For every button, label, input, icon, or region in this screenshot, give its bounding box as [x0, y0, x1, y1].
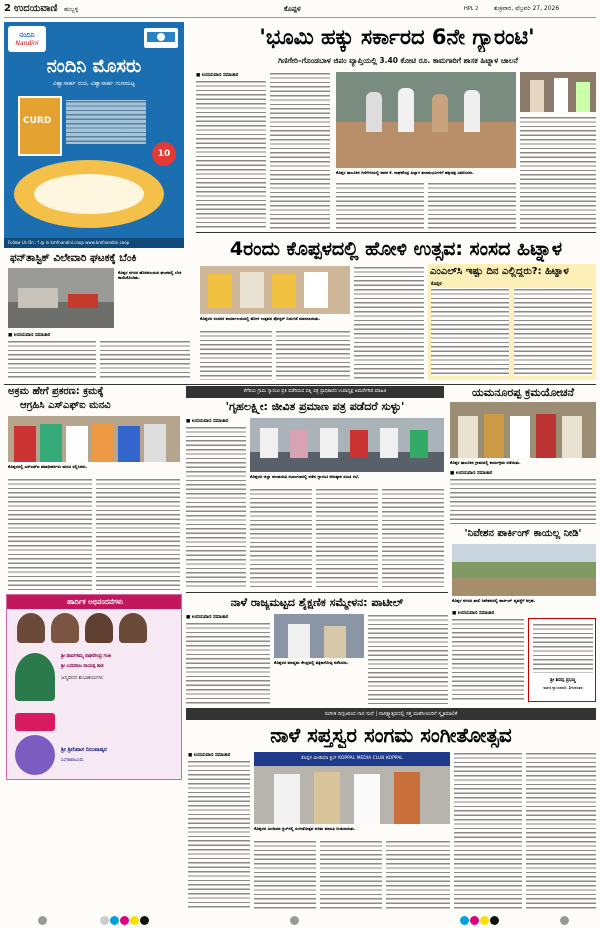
- greetings-ad[interactable]: [6, 594, 182, 780]
- lead-photo: [336, 72, 516, 168]
- shaikshanika-caption: ಕೊಪ್ಪಳದ ಮಾಧ್ಯಮ ಕೇಂದ್ರದಲ್ಲಿ ಪತ್ರಿಕಾಗೋಷ್ಠಿ ನಡೆಸಿದರು.: [274, 660, 349, 665]
- funtastic-photo: [8, 268, 114, 328]
- sangeetotsava-headline: ನಾಳೆ ಸಪ್ತಸ್ವರ ಸಂಗಮ ಸಂಗೀತೋತ್ಸವ: [270, 723, 512, 747]
- lead-col-4: [428, 182, 516, 230]
- funtastic-col-2: [100, 340, 190, 380]
- ad-title: ನಂದಿನಿ ಮೊಸರು: [46, 56, 142, 77]
- lead-byline: ■ ಉದಯವಾಣಿ ಸಮಾಚಾರ: [196, 73, 239, 78]
- yamanoorappa-caption: ಕೊಪ್ಪಳ ತಾಲೂಕಿನ ಗ್ರಾಮದಲ್ಲಿ ಕಾರ್ಯಕ್ರಮ ನಡೆಯಿತು.: [450, 460, 521, 465]
- parking-headline: 'ನಿವೇಶನ ಪಾರ್ಕಿಂಗ್ ಕಾಯಲ್ಲ ನೀಡಿ': [464, 528, 582, 539]
- greetings-footer-2: ಸಿಂಗಾಟಾಲೂರು: [61, 758, 84, 763]
- holi-caption: ಕೊಪ್ಪಳದ ಸಂಸದರ ಕಾರ್ಯಾಲಯದಲ್ಲಿ ಹೋಳಿ ಉತ್ಸವದ ಪೋಸ್ಟರ್ ಬಿಡುಗಡೆ ಮಾಡಲಾಯಿತು.: [200, 316, 321, 321]
- masthead: ಉದಯವಾಣಿ: [14, 3, 58, 14]
- holi-col-2: [276, 330, 350, 380]
- mlc-headline: ಎಂಎಲ್‌ಸಿ ಇಷ್ಟು ದಿನ ಎಲ್ಲಿದ್ದರು?: ಹಿಟ್ನಾಳ: [430, 266, 569, 277]
- sangeetotsava-col-3: [320, 840, 382, 910]
- sangeetotsava-col-1: [188, 760, 250, 910]
- mlc-col-2: [514, 288, 592, 376]
- person-photo-main: [15, 653, 55, 701]
- yamanoorappa-headline: ಯಮನೂರಪ್ಪ ಕ್ರಮಯೋಚನೆ: [472, 386, 574, 399]
- gruhalakshmi-col-2: [250, 488, 312, 588]
- akrama-headline-2: ಆಗ್ರಹಿಸಿ ಎಸ್‌ಎಫ್‌ಐ ಮನವಿ: [20, 400, 111, 411]
- holi-col-1: [200, 330, 272, 380]
- parking-col-1: [452, 618, 524, 700]
- offer-badge: 10: [152, 142, 176, 166]
- shaikshanika-byline: ■ ಉದಯವಾಣಿ ಸಮಾಚಾರ: [186, 615, 229, 620]
- akrama-caption: ಕೊಪ್ಪಳದಲ್ಲಿ ಎಸ್‌ಎಫ್‌ಐ ಪದಾಧಿಕಾರಿಗಳು ಮನವಿ ಸಲ್ಲಿಸಿದರು.: [8, 464, 88, 469]
- lead-col-2: [270, 72, 330, 230]
- divider: [4, 384, 596, 385]
- mlc-box: [428, 264, 596, 380]
- akrama-col-2: [96, 478, 180, 590]
- mlc-byline: ಕೊಪ್ಪಳ: [431, 282, 442, 287]
- lead-caption: ಕೊಪ್ಪಳ ತಾಲೂಕಿನ ಗಿಣಿಗೇರಿಯಲ್ಲಿ ಶಾಸಕ ಕೆ. ರಾಘವೇಂದ್ರ ಹಿಟ್ನಾಳ ಫಲಾನುಭವಿಗಳಿಗೆ ಹಕ್ಕುಪತ್ರ ವಿತರಿಸಿದರು.: [336, 170, 474, 175]
- shaikshanika-col-1: [186, 622, 270, 704]
- greetings-line-2: ಶ್ರೀ ಬಸವರಾಜ ರಾಯಪ್ಪ ಕಾಡ: [61, 664, 104, 669]
- person-photo: [17, 613, 45, 643]
- parking-byline: ■ ಉದಯವಾಣಿ ಸಮಾಚಾರ: [452, 611, 495, 616]
- section-title: ಕೊಪ್ಪಳ: [284, 5, 301, 13]
- sangeetotsava-kicker: ಸಂಗೀತ ದಿಗ್ಗಜರಿಂದ ಗಾನ ಸುಧೆ | ದಾಸಕ್ಷ್ಯಾತ್ಸವದಲ್ಲಿ ಸತ್ತ ಮಹನೀಯರಿಗೆ ಸ್ಮೃತಿಮಾಲಿಕೆ: [186, 708, 596, 720]
- media-club-banner: ಕೊಪ್ಪಳ ಮೀಡಿಯಾ ಕ್ಲಬ್ KOPPAL MEDIA CLUB KOPPAL: [254, 752, 450, 766]
- greetings-title: ಹಾರ್ದಿಕ ಅಭಿನಂದನೆಗಳು: [7, 595, 182, 609]
- gruhalakshmi-byline: ■ ಉದಯವಾಣಿ ಸಮಾಚಾರ: [186, 419, 229, 424]
- cow-logo-icon: [144, 28, 178, 48]
- lead-col-5: [520, 116, 596, 230]
- sangeetotsava-col-4: [386, 840, 450, 910]
- shaikshanika-col-2: [368, 614, 448, 704]
- print-registration-strip: [0, 914, 600, 928]
- divider: [186, 592, 448, 593]
- gruhalakshmi-col-3: [316, 488, 378, 588]
- ad-tagline: ವಿಶ್ವಾಸಾರ್ಹ ರುಚಿ, ವಿಶ್ವಾಸಾರ್ಹ ಗುಣಮಟ್ಟ: [52, 80, 136, 87]
- mlc-col-1: [431, 288, 509, 376]
- lead-headline: 'ಭೂಮಿ ಹಕ್ಕು ಸರ್ಕಾರದ 6ನೇ ಗ್ಯಾರಂಟಿ': [259, 25, 535, 49]
- parking-photo: [452, 544, 596, 596]
- page-header: [4, 2, 596, 18]
- ad-social-footer: Follow Us On : f @ in kmfnandini.coop www.kmfnandini.coop: [4, 238, 184, 248]
- holi-photo: [200, 266, 350, 314]
- shaikshanika-photo: [274, 614, 364, 658]
- funtastic-byline: ■ ಉದಯವಾಣಿ ಸಮಾಚಾರ: [8, 333, 51, 338]
- sangeetotsava-byline: ■ ಉದಯವಾಣಿ ಸಮಾಚಾರ: [188, 753, 231, 758]
- gruhalakshmi-kicker: ಕೆಗೆರಿಯ ಗ್ರಾಮ ಗ್ಯಾರಂಟಿ ಪ್ರತಿ ಪಡೆದಿರುವ ಪತ್ನಿ ಪತ್ರ ಪ್ರಾಧಿಕಾರದ ಉಪಾಧ್ಯಕ್ಷ ಅಮರೇಗೌಡ ಮಾಹಿತಿ: [186, 386, 444, 398]
- funtastic-col-1: [8, 340, 96, 380]
- lead-col-1: [196, 80, 266, 230]
- sangeetotsava-caption: ಕೊಪ್ಪಳದ ಮೀಡಿಯಾ ಕ್ಲಬ್‌ನಲ್ಲಿ ಸಂಗೀತೋತ್ಸವ ಕುರಿತು ಮಾಹಿತಿ ನೀಡಲಾಯಿತು.: [254, 826, 356, 831]
- holi-col-3: [354, 266, 424, 380]
- gruhalakshmi-headline: 'ಗೃಹಲಕ್ಷ್ಮೀ: ಜೀವಿತ ಪ್ರಮಾಣ ಪತ್ರ ಪಡೆದರೆ ಸುಳ್ಳು': [225, 400, 405, 413]
- page-number: 2: [4, 3, 11, 14]
- person-photo: [119, 613, 147, 643]
- akrama-col-1: [8, 478, 92, 590]
- logo-badge: [15, 713, 55, 731]
- nandini-logo: ನಂದಿನಿ Nandini: [8, 26, 46, 52]
- lead-photo-2: [520, 72, 596, 112]
- ad-name: ಶ್ರೀ ಶಿವಪ್ಪ ಪ್ರಭಣ್ಣ: [550, 678, 576, 683]
- ad-place: ಮಾಜಿ ನ್ಯಾಯವಾದಿ, ಶೀಲವಂತರ: [543, 685, 583, 690]
- parking-caption: ಕೊಪ್ಪಳ ನಗರದ ಖಾಲಿ ನಿವೇಶನದಲ್ಲಿ ಪಾರ್ಕಿಂಗ್ ವ್ಯವಸ್ಥೆಗೆ ಆಗ್ರಹ.: [452, 598, 536, 603]
- greetings-line-3: ಜನ್ಮದಿನದ ಶುಭಾಶಯಗಳು: [61, 675, 104, 681]
- sangeetotsava-col-6: [526, 752, 596, 910]
- curd-pack-1: CURD: [18, 96, 62, 156]
- gruhalakshmi-caption: ಕೊಪ್ಪಳದ ಜಿಲ್ಲಾ ಪಂಚಾಯಿತಿ ಸಭಾಂಗಣದಲ್ಲಿ ನಡೆದ ಗ್ಯಾರಂಟಿ ಅನುಷ್ಠಾನ ಸಮಿತಿ ಸಭೆ.: [250, 474, 360, 479]
- ad-text: [533, 623, 593, 673]
- page-code: HPL 2: [464, 6, 479, 12]
- person-photo: [51, 613, 79, 643]
- shaikshanika-headline: ನಾಳೆ ರಾಜ್ಯಮಟ್ಟದ ಶೈಕ್ಷಣಿಕ ಸಮ್ಮೇಳನ: ಪಾಟೀಲ್: [230, 596, 404, 609]
- gruhalakshmi-col-4: [382, 488, 444, 588]
- yamanoorappa-body: [450, 478, 596, 524]
- gruhalakshmi-photo: [250, 418, 444, 472]
- emblem-icon: [15, 735, 55, 775]
- sangeetotsava-photo: [254, 752, 450, 824]
- lead-subhead: ಗಿಣಿಗೇರಿ–ಗೊಂಡಬಾಳ ಜಿಪಂ ವ್ಯಾಪ್ತಿಯಲ್ಲಿ 3.40 ಕೋಟಿ ರೂ. ಕಾಮಗಾರಿಗೆ ಶಾಸಕ ಹಿಟ್ನಾಳ ಚಾಲನೆ: [278, 56, 518, 65]
- funtastic-headline: ಫನ್‌ತಾಸ್ಟಿಕ್ ವಿಲೇವಾರಿ ಘಟಕಕ್ಕೆ ಬೆಂಕಿ: [10, 252, 137, 264]
- person-photo: [85, 613, 113, 643]
- sangeetotsava-col-5: [454, 752, 522, 910]
- greetings-line-1: ಶ್ರೀ ಪಾರ್ವತಮ್ಮ ರಾಘವೇಂದ್ರ ಗಂಜಿ: [61, 654, 111, 659]
- lead-col-3: [336, 182, 424, 230]
- akrama-photo: [8, 416, 180, 462]
- ad-features-list: [66, 100, 146, 144]
- obituary-ad[interactable]: [528, 618, 596, 702]
- greetings-footer: ಶ್ರೀ ಶ್ರೀನಿವಾಸ ನಿಲುವಾಡ್ಕರ: [61, 747, 107, 753]
- issue-date: ಶುಕ್ರವಾರ, ಫೆಬ್ರವರಿ 27, 2026: [494, 5, 560, 12]
- akrama-headline: ಅಕ್ರಮ ಹೇಗೆ ಪ್ರಕರಣ: ಕ್ರಮಕ್ಕೆ: [8, 386, 104, 397]
- funtastic-caption: ಕೊಪ್ಪಳ ನಗರದ ಹೊರವಲಯದ ಘಟಕದಲ್ಲಿ ಬೆಂಕಿ ಕಾಣಿಸಿಕೊಂಡಿತು.: [118, 270, 182, 280]
- curd-bowl-image: [14, 160, 164, 228]
- nandini-ad[interactable]: [4, 22, 184, 248]
- holi-headline: 4ರಂದು ಕೊಪ್ಪಳದಲ್ಲಿ ಹೋಳಿ ಉತ್ಸವ: ಸಂಸದ ಹಿಟ್ನಾಳ: [229, 238, 563, 260]
- yamanoorappa-byline: ■ ಉದಯವಾಣಿ ಸಮಾಚಾರ: [450, 471, 493, 476]
- yamanoorappa-photo: [450, 402, 596, 458]
- divider: [196, 232, 596, 233]
- gruhalakshmi-col-1: [186, 426, 246, 588]
- sangeetotsava-col-2: [254, 840, 316, 910]
- masthead-suffix: ಹುಬ್ಬಳ್ಳಿ: [64, 6, 79, 13]
